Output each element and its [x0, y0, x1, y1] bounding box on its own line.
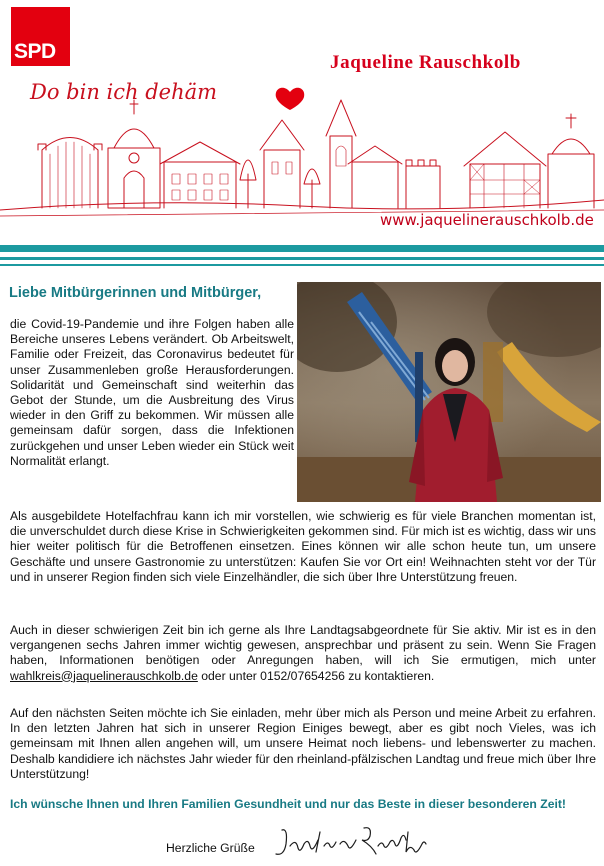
handwritten-signature: [268, 822, 438, 862]
closing-wish: Ich wünsche Ihnen und Ihren Familien Gesundheit und nur das Beste in dieser besonderen Zeit!: [10, 797, 566, 811]
divider-rule: [0, 264, 604, 266]
spd-logo-text: SPD: [14, 40, 56, 63]
paragraph-contact-text: Auch in dieser schwierigen Zeit bin ich gerne als Ihre Landtagsabgeordnete für Sie aktiv. Mir ist es in den vergangenen sechs Jahren immer wichtig gewesen, ansprechbar und präsent zu sein. Wenn Sie Fragen haben, Informationen benötigen oder Anregungen haben, will ich Sie ermutigen, mich unter: [10, 623, 596, 668]
paragraph-contact-phone: oder unter 0152/07654256 zu kontaktieren.: [197, 668, 435, 683]
website-url[interactable]: www.jaquelinerauschkolb.de: [380, 211, 594, 229]
paragraph-hospitality: Als ausgebildete Hotelfachfrau kann ich mir vorstellen, wie schwierig es für viele Branchen momentan ist, die unverschuldet durch diese Krise in Schwierigkeiten gekommen sind. Für mich ist es wichtig, dass wir uns hier weiter politisch für die Betroffenen einsetzen. Eines können wir alle schon heute tun, um unsere Geschäfte und unsere Gastronomie zu unterstützen: Kaufen Sie vor Ort ein! Weihnachten steht vor der Tür und in unserer Region finden sich viele Einzelhändler, die sich über Ihre Unterstützung freuen.: [10, 509, 596, 584]
intro-paragraph: die Covid-19-Pandemie und ihre Folgen haben alle Bereiche unseres Lebens verändert. Ob Arbeitswelt, Familie oder Freizeit, das Coronavirus bedeutet für unser Zusammenleben große Herausforderungen. Solidarität und Gemeinschaft sind weiterhin das Gebot der Stunde, um die Ausbreitung des Virus wieder in den Griff zu bekommen. Wir müssen alle gemeinsam dafür sorgen, dass die Infektionen zurückgehen und unser Leben wieder ein Stück weit Normalität erlangt.: [10, 317, 294, 468]
portrait-photo: [297, 282, 601, 502]
regards: Herzliche Grüße: [166, 841, 255, 855]
spd-logo: [11, 7, 70, 66]
candidate-name: Jaqueline Rauschkolb: [330, 52, 521, 73]
divider-rule: [0, 257, 604, 260]
paragraph-candidacy: Auf den nächsten Seiten möchte ich Sie einladen, mehr über mich als Person und meine Arbeit zu erfahren. In den letzten Jahren hat sich in unserer Region Einiges bewegt, aber es gibt noch Vieles, was ich gemeinsam mit Ihnen allen angehen will, um unsere Heimat noch liebens- und lebenswerter zu machen. Deshalb kandidiere ich nächstes Jahr wieder für den rheinland-pfälzischen Landtag und freue mich über Ihre Unterstützung!: [10, 706, 596, 781]
paragraph-contact: [10, 623, 596, 684]
divider-rule: [0, 245, 604, 252]
email-link[interactable]: wahlkreis@jaquelinerauschkolb.de: [10, 668, 198, 683]
slogan: Do bin ich dehäm: [30, 80, 218, 104]
heart-icon: [276, 88, 305, 110]
greeting-heading: Liebe Mitbürgerinnen und Mitbürger,: [9, 285, 262, 301]
